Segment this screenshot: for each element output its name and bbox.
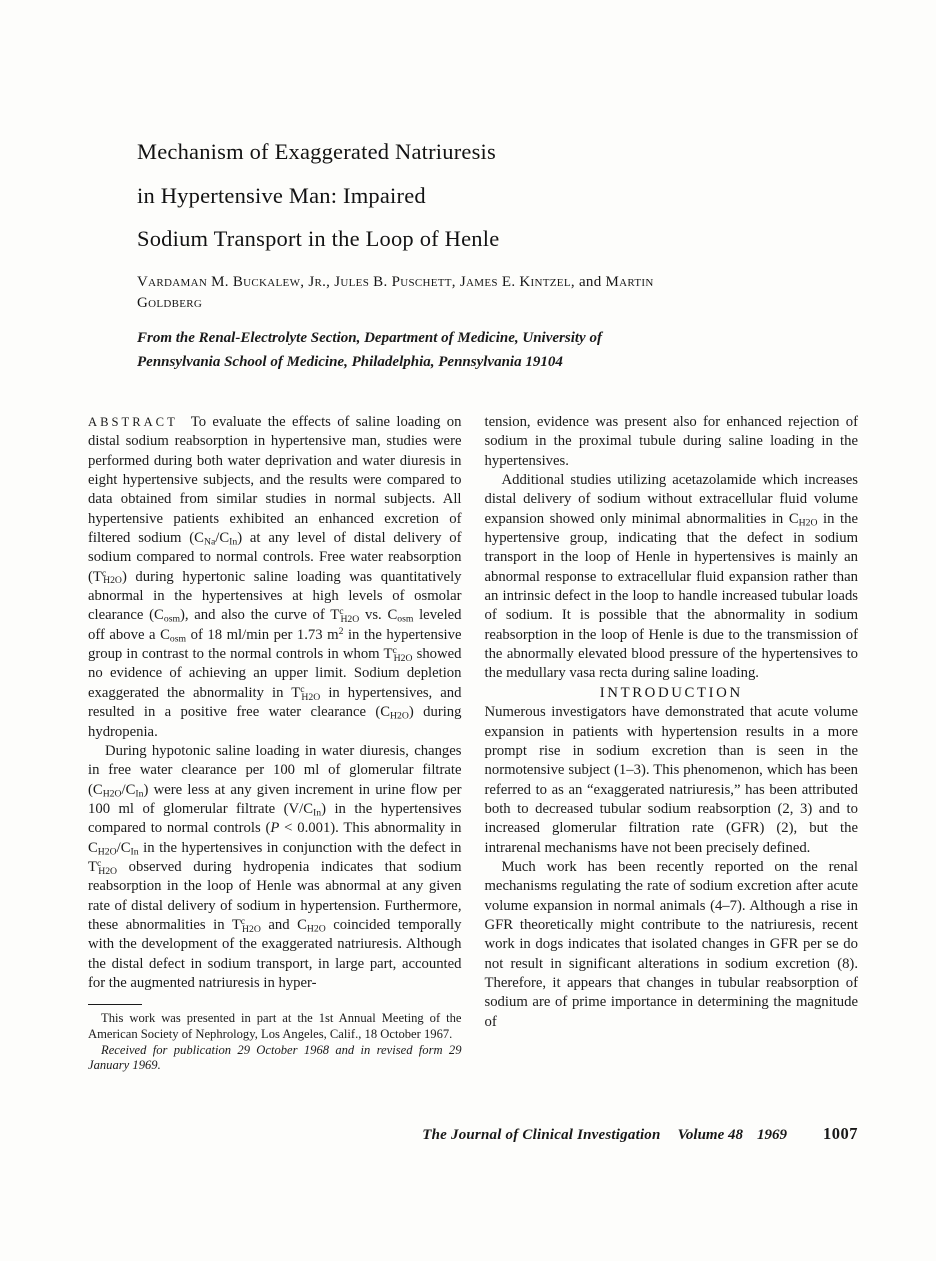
journal-footer [88,1124,858,1144]
footnote-block [88,1004,462,1074]
body-columns [88,413,858,1074]
footnote-received: Received for publication 29 October 1968 and in revised form 29 January 1969. [88,1042,462,1073]
title-line: Sodium Transport in the Loop of Henle [137,226,500,251]
author-list: Vardaman M. Buckalew, Jr., Jules B. Puschett, James E. Kintzel, and Martin Goldberg [137,274,654,311]
footnote-presented: This work was presented in part at the 1st Annual Meeting of the American Society of Nephrology, Los Angeles, Calif., 18 October 1967. [88,1011,462,1042]
journal-volume: Volume 48 [677,1127,743,1143]
intro-paragraph-2: Much work has been recently reported on the renal mechanisms regulating the rate of sodium excretion after acute volume expansion in normal animals (4–7). Although a rise in GFR theoretically might contribute to the natriuresis, recent work in dogs indicates that isolated changes in GFR per se do not result in significant alterations in sodium excretion (8). Therefore, it appears that changes in tubular reabsorption of sodium are of prime importance in determining the magnitude of [484,858,858,1030]
affiliation: From the Renal-Electrolyte Section, Department of Medicine, University of Pennsylvania School of Medicine, Philadelphia, Pennsylvania 19104 [137,330,602,370]
footnote-rule [88,1004,142,1005]
abstract-paragraph-3: Additional studies utilizing acetazolamide which increases distal delivery of sodium without extracellular fluid volume expansion showed only minimal abnormalities in $C_{H2O}$ in the hypertensive group, indicating that the defect in sodium transport in the loop of Henle in hypertensives is mainly an abnormal response to extracellular fluid expansion rather than an intrinsic defect in the loop to handle increased tubular loads of sodium. It is possible that the abnormality in sodium reabsorption in the loop of Henle is due to the transmission of the abnormally elevated blood pressure of the hypertensives to the medullary vasa recta during saline loading. [484,472,858,682]
right-column [485,413,859,1074]
journal-name: The Journal of Clinical Investigation [422,1127,661,1143]
abstract-paragraph-1: ABSTRACT To evaluate the effects of saline loading on distal sodium reabsorption in hypertensive man, studies were performed during both water deprivation and water diuresis in eight hypertensive subjects, and the results were compared to data obtained from similar studies in normal subjects. All hypertensive patients exhibited an enhanced excretion of filtered sodium $(C_{Na}/C_{In})$ at any level of distal delivery of sodium compared to normal controls. Free water reabsorption $(T^c_{H2O})$ during hypertonic saline loading was quantitatively abnormal in the hypertensives at high levels of osmolar clearance $(C_{osm})$, and also the curve of $T^c_{H2O}$ vs. $C_{osm}$ leveled off above a $C_{osm}$ of 18 ml/min per 1.73 $m^2$ in the hypertensive group in contrast to the normal controls in whom $T^c_{H2O}$ showed no evidence of achieving an upper limit. Sodium depletion exaggerated the abnormality in $T^c_{H2O}$ in hypertensives, and resulted in a positive free water clearance $(C_{H2O})$ during hydropenia. [88,414,462,740]
section-heading-introduction: INTRODUCTION [599,684,743,701]
left-column [88,413,462,1074]
journal-year: 1969 [757,1127,787,1143]
abstract-paragraph-2: During hypotonic saline loading in water diuresis, changes in free water clearance per 100 ml of glomerular filtrate $(C_{H2O}/C_{In})$ were less at any given increment in urine flow per 100 ml of glomerular filtrate $(V/C_{In})$ in the hypertensives compared to normal controls (P < 0.001). This abnormality in $C_{H2O}/C_{In}$ in the hypertensives in conjunction with the defect in $T^c_{H2O}$ observed during hydropenia indicates that sodium reabsorption in the loop of Henle was abnormal at any given rate of distal delivery of sodium in hypertension. Furthermore, these abnormalities in $T^c_{H2O}$ and $C_{H2O}$ coincided temporally with the development of the exaggerated natriuresis. Although the distal defect in sodium transport, in large part, accounted for the augmented natriuresis in hyper- [88,742,462,991]
paper-title [137,130,499,261]
title-line: Mechanism of Exaggerated Natriuresis [137,139,496,164]
title-line: in Hypertensive Man: Impaired [137,182,426,208]
abstract-continuation-paragraph: tension, evidence was present also for enhanced rejection of sodium in the proximal tubule during saline loading in the hypertensives. [484,414,858,469]
page-number: 1007 [823,1124,858,1143]
intro-paragraph-1: Numerous investigators have demonstrated that acute volume expansion in patients with hypertension results in a more prompt rise in sodium excretion than is seen in the normotensive subject (1–3). This phenomenon, which has been referred to as an “exaggerated natriuresis,” has been attributed both to decreased tubular sodium reabsorption (2, 3) and to increased glomerular filtration rate (GFR) (2), but the intrarenal mechanisms have not been precisely defined. [484,704,858,856]
